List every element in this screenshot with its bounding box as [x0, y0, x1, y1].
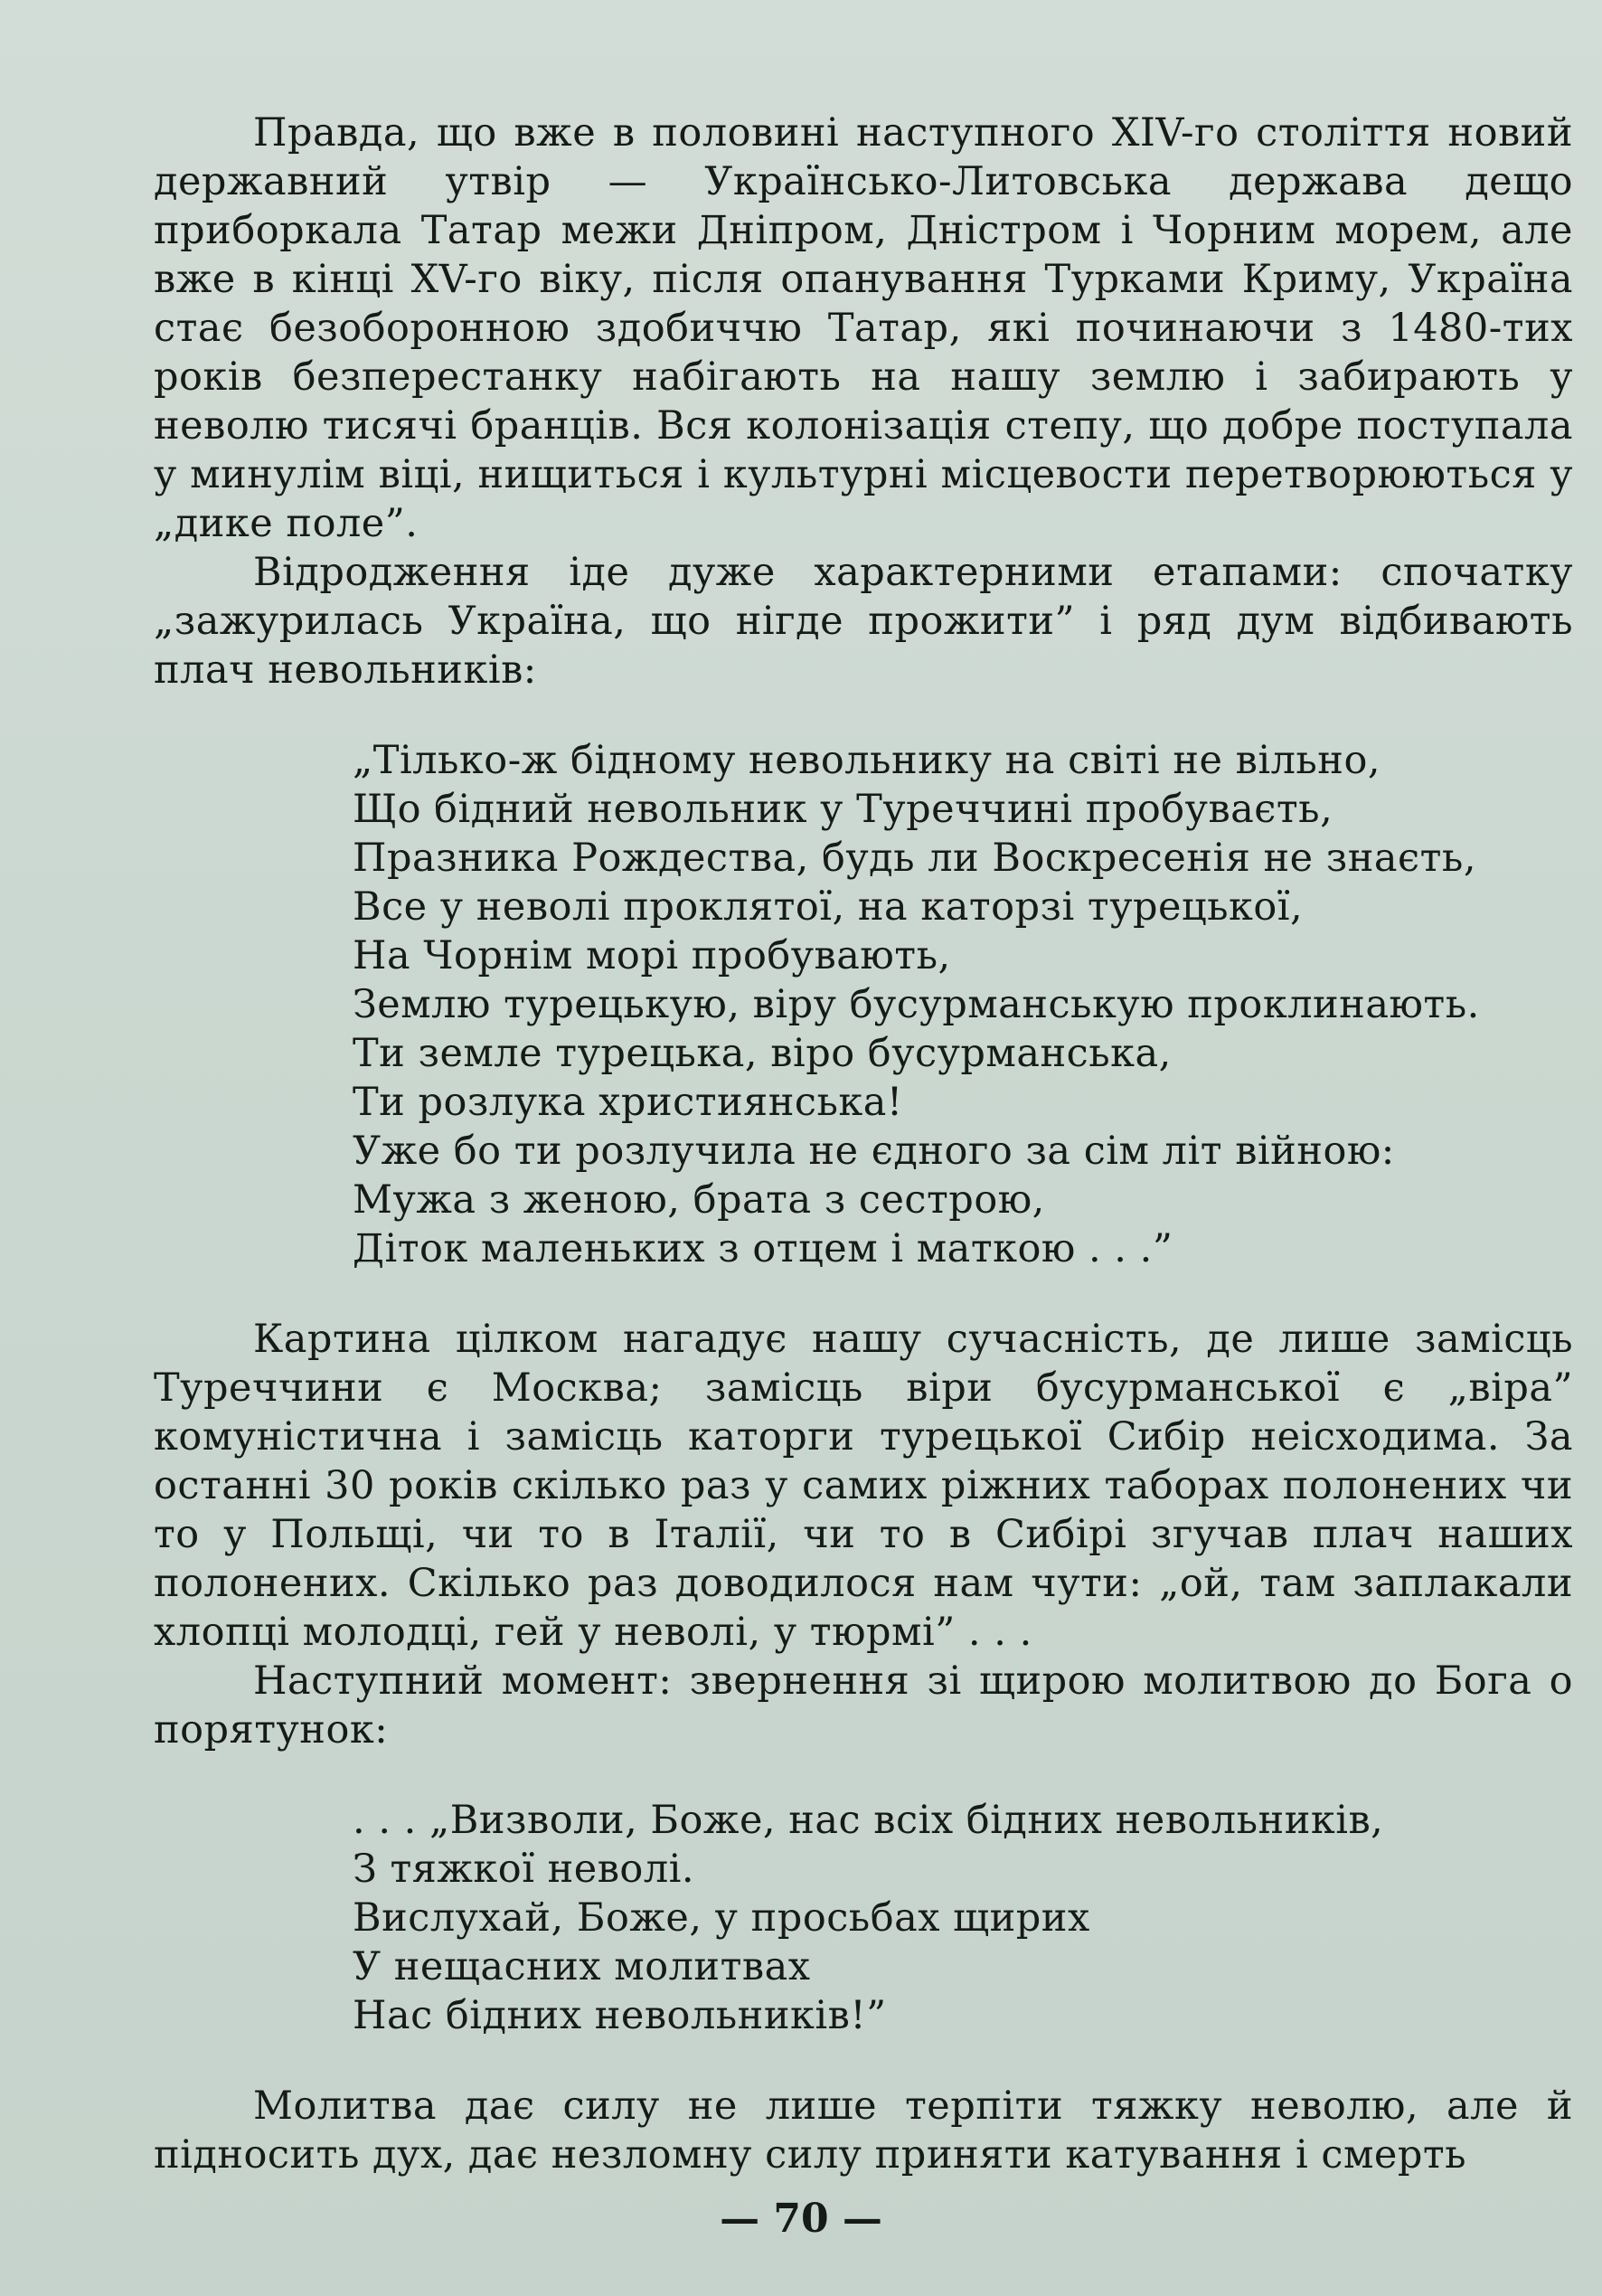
verse-line: Вислухай, Боже, у просьбах щирих [353, 1895, 1090, 1941]
page-number: — 70 — [720, 2196, 882, 2242]
verse-line: Землю турецькую, віру бусурманськую проклинають. [353, 982, 1480, 1027]
verse-line: На Чорнім морі пробувають, [353, 933, 951, 978]
page-body [154, 109, 1573, 2179]
verse-line: Празника Рождества, будь ли Воскресенія не знаєть, [353, 836, 1476, 881]
paragraph-4: Наступний момент: звернення зі щирою молитвою до Бога о порятунок: [154, 1658, 1573, 1753]
verse-line: „Тілько-ж бідному невольнику на світі не вільно, [353, 738, 1381, 783]
paragraph-5: Молитва дає силу не лише терпіти тяжку неволю, але й підносить дух, дає незломну силу приняти катування і смерть [154, 2083, 1573, 2178]
verse-line: Ти земле турецька, віро бусурманська, [353, 1031, 1172, 1076]
verse-block-2 [353, 1796, 1573, 2040]
verse-line: Що бідний невольник у Туреччині пробуваєть, [353, 787, 1333, 832]
paragraph-1: Правда, що вже в половині наступного XIV-го століття новий державний утвір — Українсько-Литовська держава дещо приборкала Татар межи Дніпром, Дністром і Чорним морем, але вже в кінці XV-го віку, після опанування Турками Криму, Україна стає безоборонною здобиччю Татар, які починаючи з 1480-тих років безперестанку набігають на нашу землю і забирають у неволю тисячі бранців. Вся колонізація степу, що добре поступала у минулім віці, нищиться і культурні місцевости перетворюються у „дике поле”. [154, 110, 1573, 546]
verse-line: Діток маленьких з отцем і маткою . . .” [353, 1226, 1173, 1271]
verse-line: Мужа з женою, брата з сестрою, [353, 1177, 1045, 1223]
verse-line: З тяжкої неволі. [353, 1847, 695, 1892]
verse-line: Все у неволі проклятої, на каторзі турецької, [353, 884, 1304, 930]
paragraph-3: Картина цілком нагадує нашу сучасність, де лише замісць Туреччини є Москва; замісць віри бусурманської є „віра” комуністична і замісць каторги турецької Сибір неісходима. За останні 30 років скілько раз у самих ріжних таборах полонених чи то у Польщі, чи то в Італії, чи то в Сибірі згучав плач наших полонених. Скілько раз доводилося нам чути: „ой, там заплакали хлопці молодці, гей у неволі, у тюрмі” . . . [154, 1317, 1573, 1655]
verse-line: Уже бо ти розлучила не єдного за сім літ війною: [353, 1129, 1395, 1174]
paragraph-2: Відродження іде дуже характерними етапами: спочатку „зажурилась Україна, що нігде прожити” і ряд дум відбивають плач невольників: [154, 550, 1573, 693]
verse-line: Ти розлука християнська! [353, 1080, 903, 1125]
verse-block-1 [353, 736, 1573, 1273]
verse-line: У нещасних молитвах [353, 1944, 811, 1989]
verse-line: Нас бідних невольників!” [353, 1993, 887, 2038]
verse-line: . . . „Визволи, Боже, нас всіх бідних невольників, [353, 1798, 1384, 1843]
